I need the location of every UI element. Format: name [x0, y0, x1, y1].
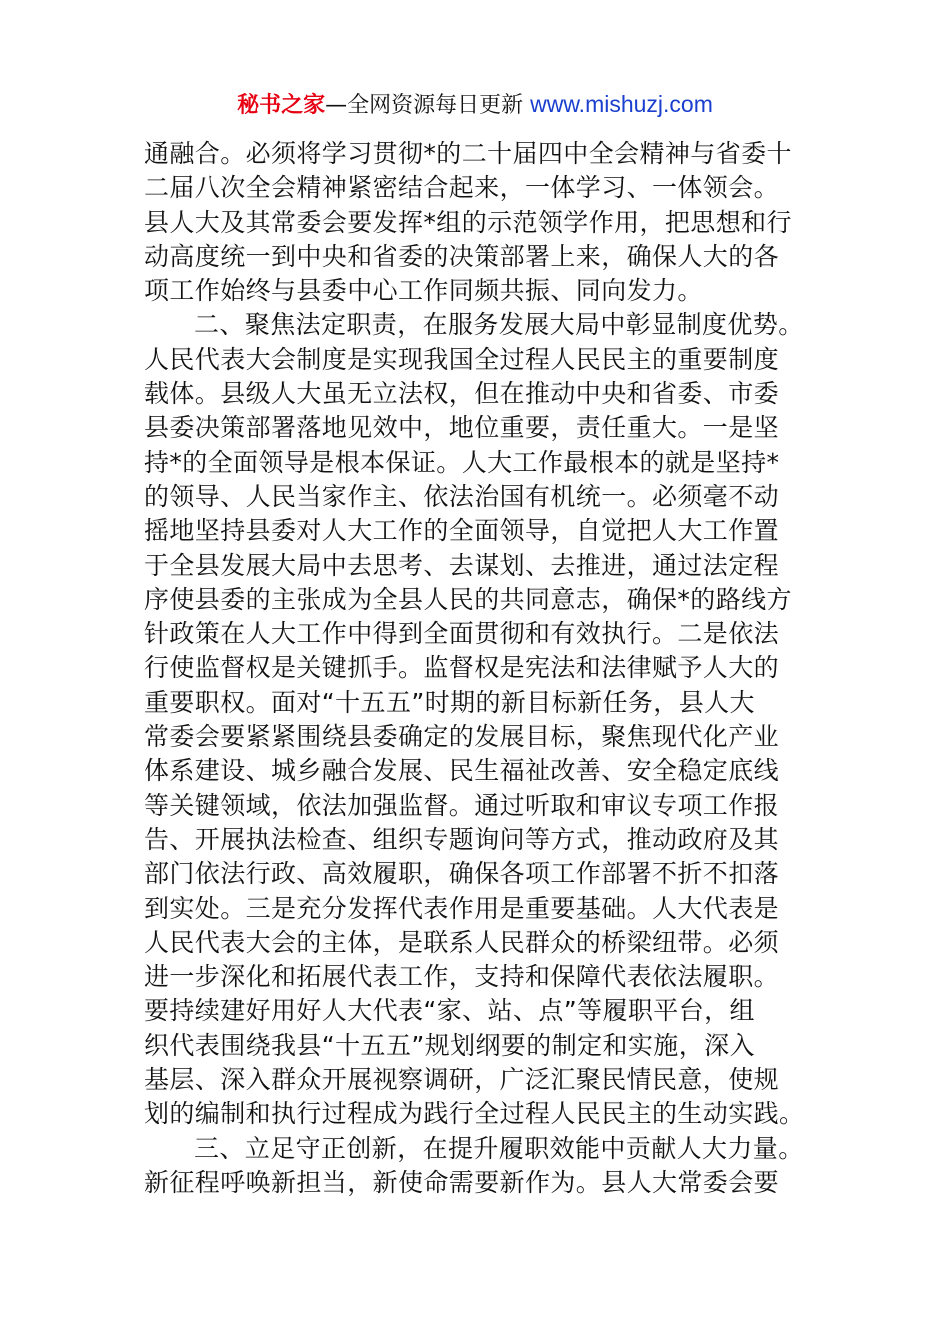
- text-line: 针政策在人大工作中得到全面贯彻和有效执行。二是依法: [144, 619, 780, 649]
- text-line: 基层、深入群众开展视察调研，广泛汇聚民情民意，使规: [144, 1065, 780, 1095]
- text-line: 要持续建好用好人大代表“家、站、点”等履职平台，组: [144, 996, 755, 1026]
- text-line: 项工作始终与县委中心工作同频共振、同向发力。: [144, 276, 703, 306]
- site-tagline: —全网资源每日更新: [325, 93, 531, 118]
- text-line: 二届八次全会精神紧密结合起来，一体学习、一体领会。: [144, 173, 780, 203]
- text-line: 通融合。必须将学习贯彻*的二十届四中全会精神与省委十: [144, 139, 792, 168]
- site-brand: 秘书之家: [237, 93, 326, 118]
- text-line: 部门依法行政、高效履职，确保各项工作部署不折不扣落: [144, 859, 780, 889]
- text-line: 人民代表大会制度是实现我国全过程人民民主的重要制度: [144, 344, 780, 374]
- text-line: 重要职权。面对“十五五”时期的新目标新任务，县人大: [144, 687, 755, 717]
- section-heading-2: 二、聚焦法定职责，在服务发展大局中彰显制度优势。: [194, 310, 804, 340]
- text-line: 体系建设、城乡融合发展、民生福祉改善、安全稳定底线: [144, 756, 780, 786]
- watermark-header: [0, 88, 950, 122]
- text-line: 新征程呼唤新担当，新使命需要新作为。县人大常委会要: [144, 1167, 780, 1197]
- text-line: 载体。县级人大虽无立法权，但在推动中央和省委、市委: [144, 379, 780, 409]
- text-line: 人民代表大会的主体，是联系人民群众的桥梁纽带。必须: [144, 927, 780, 957]
- site-url-link[interactable]: www.mishuzj.com: [530, 91, 713, 117]
- section-heading-3: 三、立足守正创新，在提升履职效能中贡献人大力量。: [194, 1133, 804, 1163]
- text-line: 序使县委的主张成为全县人民的共同意志，确保*的路线方: [144, 584, 792, 614]
- document-body: [144, 137, 814, 1200]
- text-line: 到实处。三是充分发挥代表作用是重要基础。人大代表是: [144, 893, 780, 923]
- text-line: 的领导、人民当家作主、依法治国有机统一。必须毫不动: [144, 481, 780, 511]
- text-line: 常委会要紧紧围绕县委确定的发展目标，聚焦现代化产业: [144, 722, 780, 752]
- text-line: 等关键领域，依法加强监督。通过听取和审议专项工作报: [144, 790, 780, 820]
- text-line: 行使监督权是关键抓手。监督权是宪法和法律赋予人大的: [144, 653, 780, 683]
- text-line: 织代表围绕我县“十五五”规划纲要的制定和实施，深入: [144, 1030, 755, 1060]
- text-line: 动高度统一到中央和省委的决策部署上来，确保人大的各: [144, 241, 780, 271]
- text-line: 于全县发展大局中去思考、去谋划、去推进，通过法定程: [144, 550, 780, 580]
- text-line: 摇地坚持县委对人大工作的全面领导，自觉把人大工作置: [144, 516, 780, 546]
- text-line: 县委决策部署落地见效中，地位重要，责任重大。一是坚: [144, 413, 780, 443]
- text-line: 县人大及其常委会要发挥*组的示范领学作用，把思想和行: [144, 207, 792, 237]
- text-line: 划的编制和执行过程成为践行全过程人民民主的生动实践。: [144, 1099, 805, 1129]
- text-line: 持*的全面领导是根本保证。人大工作最根本的就是坚持*: [144, 447, 780, 477]
- text-line: 进一步深化和拓展代表工作，支持和保障代表依法履职。: [144, 962, 780, 992]
- text-line: 告、开展执法检查、组织专题询问等方式，推动政府及其: [144, 824, 780, 854]
